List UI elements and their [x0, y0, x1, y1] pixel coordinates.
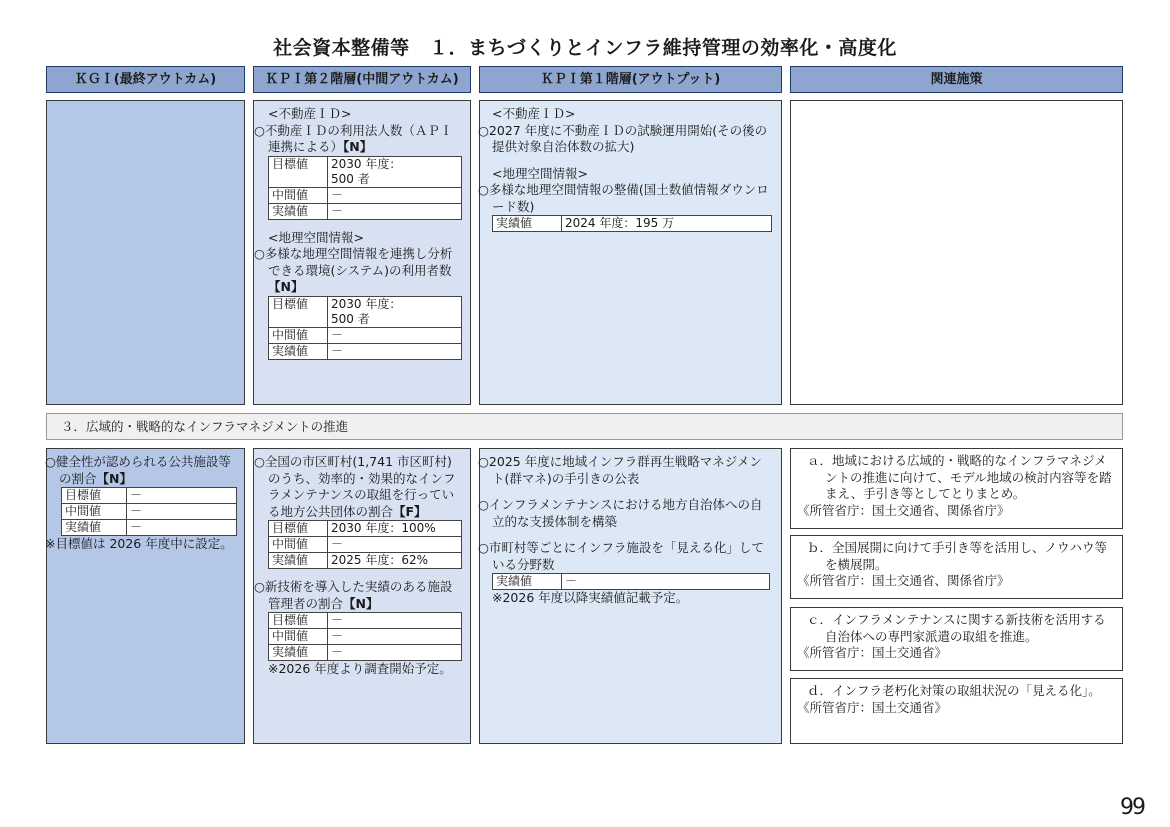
- table-row: 中間値 －: [269, 187, 462, 203]
- measure-b-agency: 《所管省庁：国土交通省、関係省庁》: [797, 573, 1010, 588]
- header-measures: 関連施策: [790, 66, 1123, 93]
- kpi2-item1: ○全国の市区町村(1,741 市区町村)のうち、効率的・効果的なインフラメンテナンスの取組を行っている地方公共団体の割合【F】: [254, 454, 456, 519]
- kpi2-block2-item: ○多様な地理空間情報を連携し分析できる環境(システム)の利用者数【N】: [254, 246, 453, 294]
- kpi1-note: ※2026 年度以降実績値記載予定。: [492, 590, 689, 605]
- kpi1-item1: ○2025 年度に地域インフラ群再生戦略マネジメント(群マネ)の手引きの公表: [478, 454, 762, 486]
- bottom-kpi2-cell: [253, 448, 471, 744]
- kpi2-note: ※2026 年度より調査開始予定。: [268, 661, 452, 676]
- table-row: 中間値 －: [269, 327, 462, 343]
- table-row: 目標値 2030 年度：100%: [269, 521, 462, 537]
- section-heading: ３．広域的・戦略的なインフラマネジメントの推進: [46, 413, 1123, 440]
- bottom-kgi-cell: [46, 448, 245, 744]
- table-row: 中間値 －: [62, 504, 237, 520]
- page-title: 社会資本整備等 １．まちづくりとインフラ維持管理の効率化・高度化: [273, 37, 897, 59]
- table-row: 目標値 2030 年度： 500 者: [269, 296, 462, 327]
- kpi1-item2: ○インフラメンテナンスにおける地方自治体への自立的な支援体制を構築: [478, 497, 763, 529]
- top-kpi2-cell: [253, 100, 471, 405]
- top-kgi-cell: [46, 100, 245, 405]
- kpi2-item2: ○新技術を導入した実績のある施設管理者の割合【N】: [254, 579, 453, 611]
- table-row: 実績値 －: [493, 574, 770, 590]
- header-kpi1: ＫＰＩ第１階層(アウトプット): [479, 66, 782, 93]
- kpi1-block1-heading: <不動産ＩＤ>: [492, 106, 576, 121]
- header-kgi: ＫＧＩ(最終アウトカム): [46, 66, 245, 93]
- top-measures-cell: [790, 100, 1123, 405]
- kgi-item: ○健全性が認められる公共施設等の割合【N】: [45, 454, 231, 486]
- table-row: 実績値 －: [269, 343, 462, 359]
- kpi1-block2-heading: <地理空間情報>: [492, 165, 588, 181]
- page-number: 99: [1120, 795, 1144, 820]
- measure-b: [790, 535, 1123, 599]
- kpi2-block2-heading: <地理空間情報>: [268, 229, 364, 245]
- table-row: 中間値 －: [269, 629, 462, 645]
- table-row: 実績値 －: [269, 645, 462, 661]
- kpi1-block2-item: ○多様な地理空間情報の整備(国土数値情報ダウンロード数): [478, 182, 769, 214]
- table-row: 実績値 2024 年度：195 万: [493, 216, 772, 232]
- table-row: 実績値 2025 年度：62%: [269, 553, 462, 569]
- kpi2-block1-table: [268, 156, 462, 220]
- table-row: 実績値 －: [269, 203, 462, 219]
- measure-a: [790, 448, 1123, 529]
- measure-d-text: ｄ．インフラ老朽化対策の取組状況の「見える化」。: [807, 683, 1101, 698]
- kpi2-item2-table: [268, 612, 462, 661]
- measure-c-text: ｃ．インフラメンテナンスに関する新技術を活用する自治体への専門家派遣の取組を推進。: [807, 612, 1106, 644]
- measure-c: [790, 607, 1123, 671]
- measure-b-text: ｂ．全国展開に向けて手引き等を活用し、ノウハウ等を横展開。: [807, 540, 1108, 572]
- measure-d-agency: 《所管省庁：国土交通省》: [797, 699, 948, 715]
- kgi-note: ※目標値は 2026 年度中に設定。: [45, 536, 233, 551]
- kpi1-block1-item: ○2027 年度に不動産ＩＤの試験運用開始(その後の提供対象自治体数の拡大): [478, 122, 768, 154]
- table-row: 中間値 －: [269, 537, 462, 553]
- kpi2-block1-item: ○不動産ＩＤの利用法人数（ＡＰＩ連携による）【N】: [254, 122, 453, 154]
- kpi1-item3: ○市町村等ごとにインフラ施設を「見える化」している分野数: [478, 540, 764, 572]
- kpi2-block2-table: [268, 296, 462, 360]
- measure-c-agency: 《所管省庁：国土交通省》: [797, 645, 948, 660]
- kpi1-table: [492, 573, 770, 590]
- table-row: 目標値 －: [269, 613, 462, 629]
- kpi1-block2-table: [492, 215, 772, 232]
- kpi2-item1-table: [268, 520, 462, 569]
- bottom-kpi1-cell: [479, 448, 782, 744]
- table-row: 目標値 2030 年度： 500 者: [269, 156, 462, 187]
- top-kpi1-cell: [479, 100, 782, 405]
- measure-a-agency: 《所管省庁：国土交通省、関係省庁》: [797, 502, 1010, 518]
- table-row: 目標値 －: [62, 488, 237, 504]
- measure-d: [790, 678, 1123, 744]
- table-row: 実績値 －: [62, 520, 237, 536]
- kgi-table: [61, 487, 237, 536]
- header-kpi2: ＫＰＩ第２階層(中間アウトカム): [253, 66, 471, 93]
- kpi2-block1-heading: <不動産ＩＤ>: [268, 106, 352, 121]
- measure-a-text: ａ．地域における広域的・戦略的なインフラマネジメントの推進に向けて、モデル地域の検討内容等を踏まえ、手引き等としてとりまとめ。: [807, 453, 1112, 501]
